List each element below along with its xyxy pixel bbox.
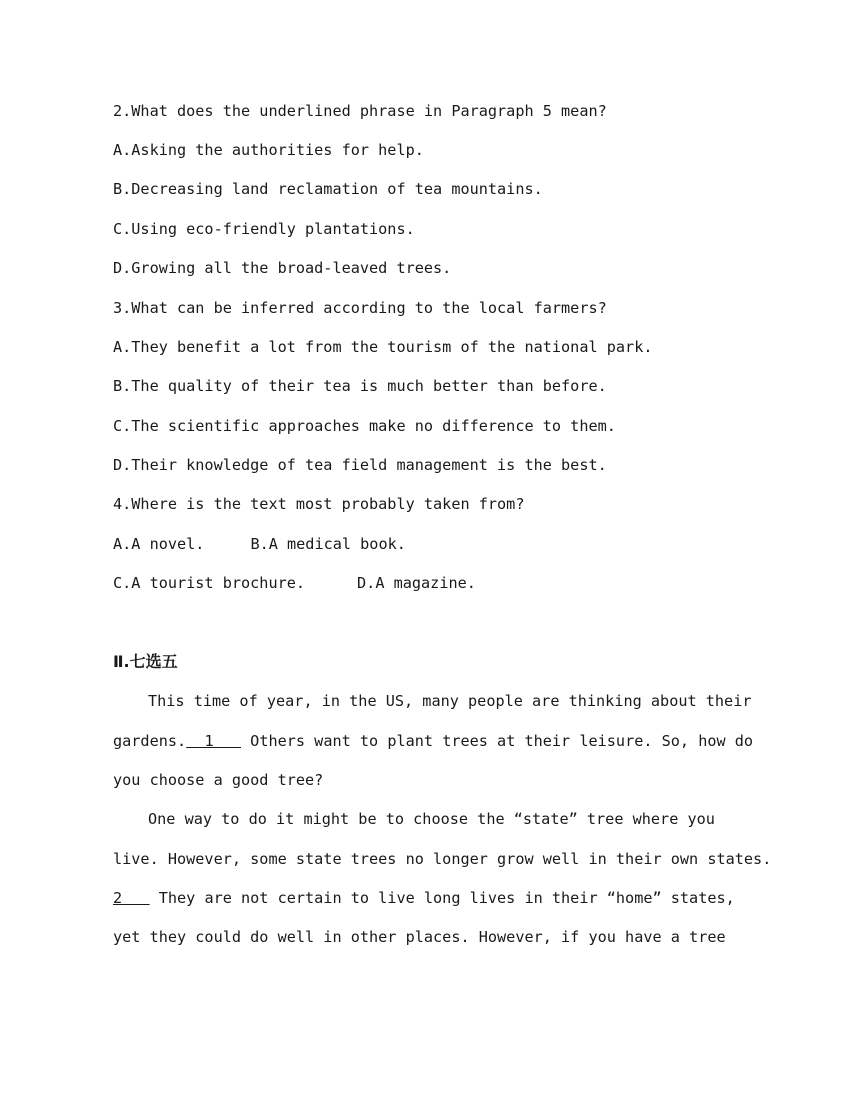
question-4-stem: 4.Where is the text most probably taken from? [113, 495, 525, 513]
passage-p1-line-1: This time of year, in the US, many people are thinking about their [148, 692, 752, 710]
question-4-option-a: A.A novel. [113, 535, 205, 553]
passage-p2-line-3: 2 They are not certain to live long lives in their “home” states, [113, 889, 735, 907]
passage-p2-line-4: yet they could do well in other places. However, if you have a tree [113, 928, 726, 946]
question-3-option-a: A.They benefit a lot from the tourism of the national park. [113, 338, 653, 356]
question-2-option-b: B.Decreasing land reclamation of tea mountains. [113, 180, 543, 198]
question-2-option-c: C.Using eco-friendly plantations. [113, 220, 415, 238]
question-3-option-b: B.The quality of their tea is much better than before. [113, 377, 607, 395]
question-2-option-d: D.Growing all the broad-leaved trees. [113, 259, 452, 277]
passage-p2-line-1: One way to do it might be to choose the “state” tree where you [148, 810, 715, 828]
question-2-stem: 2.What does the underlined phrase in Paragraph 5 mean? [113, 102, 607, 120]
question-3-option-c: C.The scientific approaches make no difference to them. [113, 417, 616, 435]
question-4-option-d: D.A magazine. [357, 574, 476, 592]
passage-p2-line-2: live. However, some state trees no longer grow well in their own states. [113, 850, 772, 868]
passage-p1-line-3: you choose a good tree? [113, 771, 324, 789]
section-heading: Ⅱ.七选五 [113, 652, 178, 671]
question-2-option-a: A.Asking the authorities for help. [113, 141, 424, 159]
question-4-options-row-2 [113, 573, 476, 593]
question-3-stem: 3.What can be inferred according to the local farmers? [113, 299, 607, 317]
question-4-options-row-1 [113, 534, 406, 554]
question-4-option-b: B.A medical book. [250, 535, 406, 553]
question-4-option-c: C.A tourist brochure. [113, 574, 306, 592]
blank-1: 1 [186, 732, 242, 750]
question-3-option-d: D.Their knowledge of tea field management is the best. [113, 456, 607, 474]
passage-p1-line-2: gardens. 1 Others want to plant trees at their leisure. So, how do [113, 732, 754, 750]
blank-2: 2 [113, 889, 150, 907]
